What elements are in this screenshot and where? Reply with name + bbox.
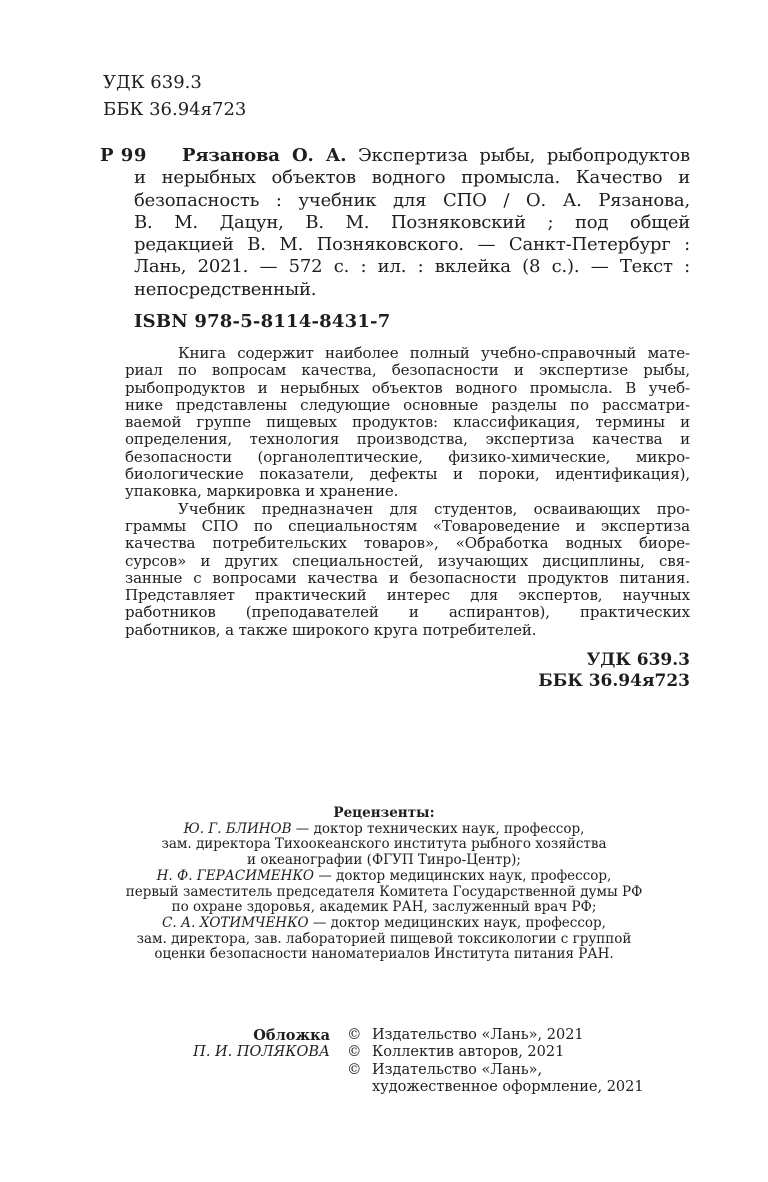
cover-designer-name: П. И. ПОЛЯКОВА	[193, 1044, 330, 1061]
annotation-paragraph-2	[125, 501, 690, 639]
copyright-row	[347, 1027, 644, 1044]
text-line: рыбопродуктов и нерыбных объектов водного промысла. В учеб-	[125, 378, 690, 397]
bibliographic-entry-first-line	[134, 145, 690, 167]
text-line: Лань, 2021. — 572 с. : ил. : вклейка (8 с.). — Текст :	[134, 256, 690, 278]
author-name: Рязанова О. А.	[182, 145, 347, 166]
reviewer-detail-line: зам. директора Тихоокеанского института рыбного хозяйства	[161, 836, 607, 853]
reviewer-title: — доктор технических наук, профессор,	[291, 820, 585, 837]
text-line: риал по вопросам качества, безопасности и экспертизе рыбы,	[125, 361, 690, 380]
text-line: Издательство «Лань», 2021	[372, 1027, 584, 1043]
text-line: редакцией В. М. Позняковского. — Санкт-Петербург :	[134, 234, 690, 256]
cover-credit-label: Обложка	[253, 1027, 330, 1044]
text-line: занные с вопросами качества и безопасности продуктов питания.	[125, 568, 690, 587]
reviewers-heading: Рецензенты:	[333, 805, 435, 821]
bbk-code-bottom: ББК 36.94я723	[538, 670, 690, 691]
copyright-text	[372, 1027, 584, 1044]
author-sign-code: Р 99	[100, 145, 147, 166]
text-line: нике представлены следующие основные разделы по рассматри-	[125, 395, 690, 414]
cover-credit	[128, 1027, 330, 1062]
reviewer-name-line	[0, 822, 768, 838]
reviewers-section	[0, 806, 768, 963]
copyright-text	[372, 1062, 644, 1097]
copyright-symbol: ©	[347, 1044, 362, 1061]
reviewer-name: Н. Ф. ГЕРАСИМЕНКО	[156, 867, 314, 884]
text-line: В. М. Дацун, В. М. Позняковский ; под общей	[134, 211, 690, 233]
text-line: Учебник предназначен для студентов, осваивающих про-	[178, 499, 690, 518]
title-text: Экспертиза рыбы, рыбопродуктов	[346, 145, 690, 166]
reviewer-detail-line: по охране здоровья, академик РАН, заслуженный врач РФ;	[171, 899, 597, 916]
text-line: биологические показатели, дефекты и пороки, идентификация),	[125, 465, 690, 484]
reviewer-detail-line: оценки безопасности наноматериалов Института питания РАН.	[154, 946, 614, 963]
text-line: граммы СПО по специальностям «Товароведение и экспертиза	[125, 516, 690, 535]
copyright-row	[347, 1062, 644, 1097]
bbk-code: ББК 36.94я723	[103, 99, 247, 120]
reviewer-detail-line: первый заместитель председателя Комитета Государственной думы РФ	[125, 883, 643, 900]
copyright-text	[372, 1044, 564, 1061]
text-line: Издательство «Лань»,	[372, 1061, 543, 1078]
annotation	[125, 345, 690, 639]
text-line: работников, а также широкого круга потребителей.	[125, 620, 537, 639]
text-line: Коллектив авторов, 2021	[372, 1044, 565, 1061]
reviewer-name-line	[0, 916, 768, 932]
text-line: Книга содержит наиболее полный учебно-справочный мате-	[178, 344, 690, 362]
reviewer-name: Ю. Г. БЛИНОВ	[183, 820, 292, 837]
text-line: работников (преподавателей и аспирантов), практических	[125, 603, 690, 622]
udk-code: УДК 639.3	[103, 72, 202, 93]
text-line: упаковка, маркировка и хранение.	[125, 482, 399, 501]
copyright-row	[347, 1044, 644, 1061]
reviewer-name: С. А. ХОТИМЧЕНКО	[162, 914, 309, 931]
text-line: Представляет практический интерес для экспертов, научных	[125, 586, 690, 605]
text-line: безопасность : учебник для СПО / О. А. Рязанова,	[134, 189, 690, 211]
text-line: безопасности (органолептические, физико-химические, микро-	[125, 447, 690, 466]
udk-code-bottom: УДК 639.3	[586, 650, 690, 670]
text-line: сурсов» и других специальностей, изучающих дисциплины, свя-	[125, 551, 690, 570]
bibliographic-entry-lines	[134, 167, 690, 301]
bibliographic-entry	[134, 145, 690, 301]
annotation-paragraph-1	[125, 345, 690, 501]
text-line: и нерыбных объектов водного промысла. Качество и	[134, 167, 690, 189]
reviewer-detail-line: зам. директора, зав. лабораторией пищевой токсикологии с группой	[136, 930, 632, 947]
copyright-list	[347, 1027, 644, 1097]
reviewer-title: — доктор медицинских наук, профессор,	[313, 867, 612, 884]
text-line: определения, технология производства, экспертиза качества и	[125, 430, 690, 449]
text-line: ваемой группе пищевых продуктов: классификация, термины и	[125, 413, 690, 432]
copyright-symbol: ©	[347, 1061, 362, 1078]
copyright-symbol: ©	[347, 1027, 362, 1043]
reviewer-name-line	[0, 869, 768, 885]
reviewer-detail-line: и океанографии (ФГУП Тинро-Центр);	[247, 852, 521, 869]
classification-codes-bottom	[390, 650, 690, 691]
reviewer-title: — доктор медицинских наук, профессор,	[308, 914, 606, 931]
classification-codes-top	[103, 69, 246, 123]
isbn: ISBN 978-5-8114-8431-7	[134, 311, 391, 332]
text-line: качества потребительских товаров», «Обработка водных биоре-	[125, 534, 690, 553]
reviewers-entries	[0, 822, 768, 963]
text-line: художественное оформление, 2021	[372, 1079, 644, 1096]
text-line: непосредственный.	[134, 278, 317, 300]
